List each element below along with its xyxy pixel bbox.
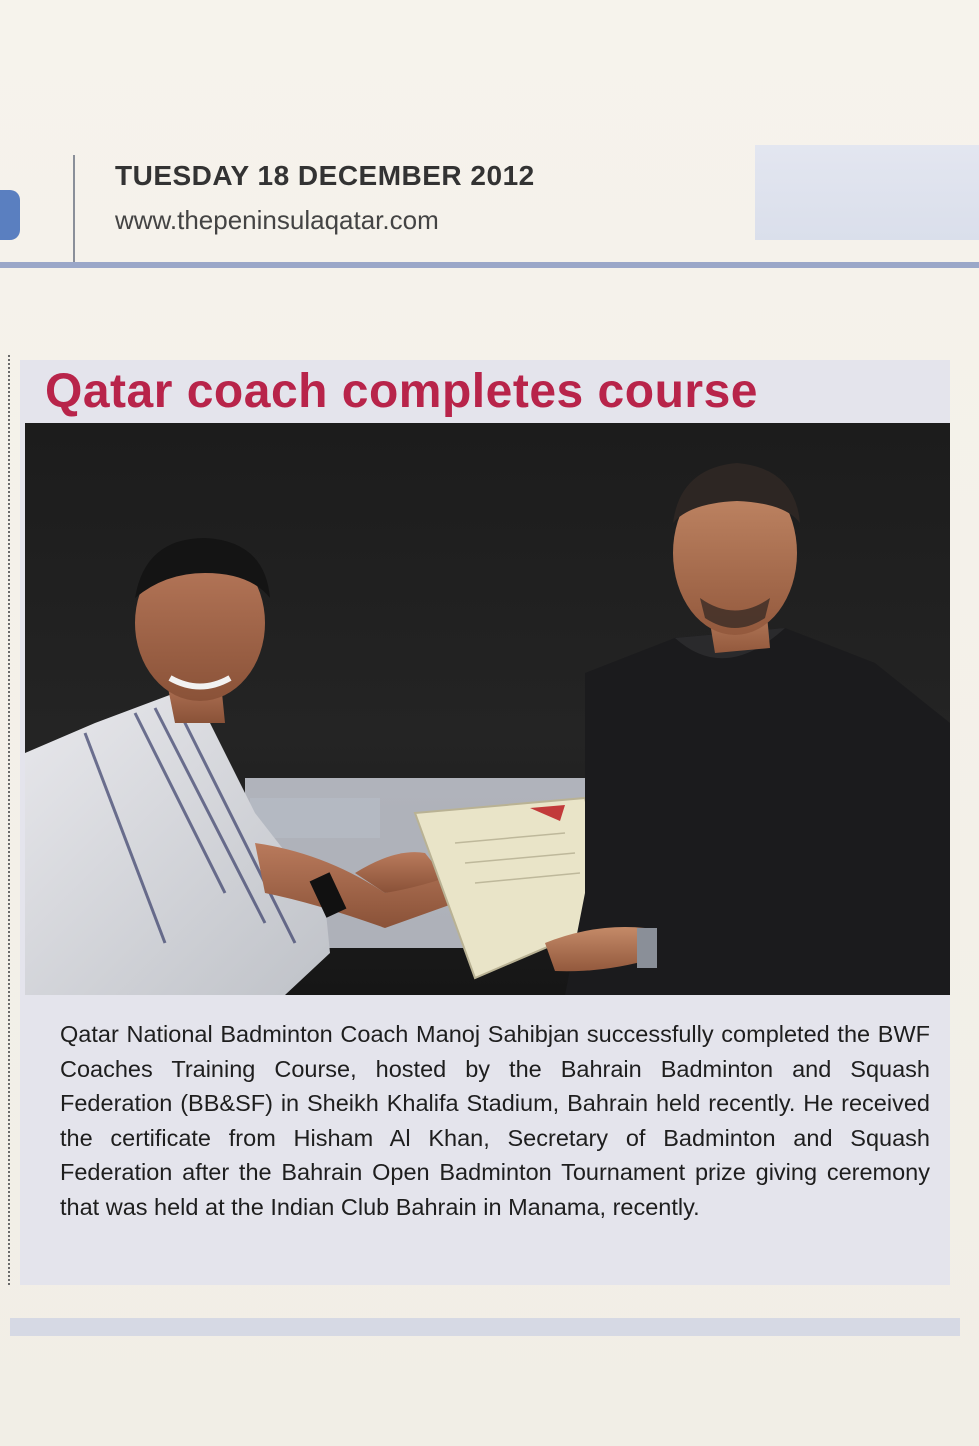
masthead-right-banner: [755, 145, 979, 240]
masthead: [0, 0, 979, 275]
masthead-rule: [0, 262, 979, 268]
masthead-divider: [73, 155, 75, 265]
bottom-rule: [10, 1318, 960, 1336]
article-headline: Qatar coach completes course: [45, 365, 758, 418]
article-caption: Qatar National Badminton Coach Manoj Sahibjan successfully completed the BWF Coaches Training Course, hosted by the Bahrain Badminton and Squash Federation (BB&SF) in Sheikh Khalifa Stadium, Bahrain held recently. He received the certificate from Hisham Al Khan, Secretary of Badminton and Squash Federation after the Bahrain Open Badminton Tournament prize giving ceremony that was held at the Indian Club Bahrain in Manama, recently.: [60, 1021, 930, 1220]
clipping-cut-line: [8, 355, 12, 1285]
article-photo: [25, 423, 950, 995]
photo-certificate-presentation-icon: [25, 423, 950, 995]
masthead-logo-fragment: [0, 190, 20, 240]
publication-website: www.thepeninsulaqatar.com: [115, 205, 439, 235]
publication-date: TUESDAY 18 DECEMBER 2012: [115, 160, 535, 191]
